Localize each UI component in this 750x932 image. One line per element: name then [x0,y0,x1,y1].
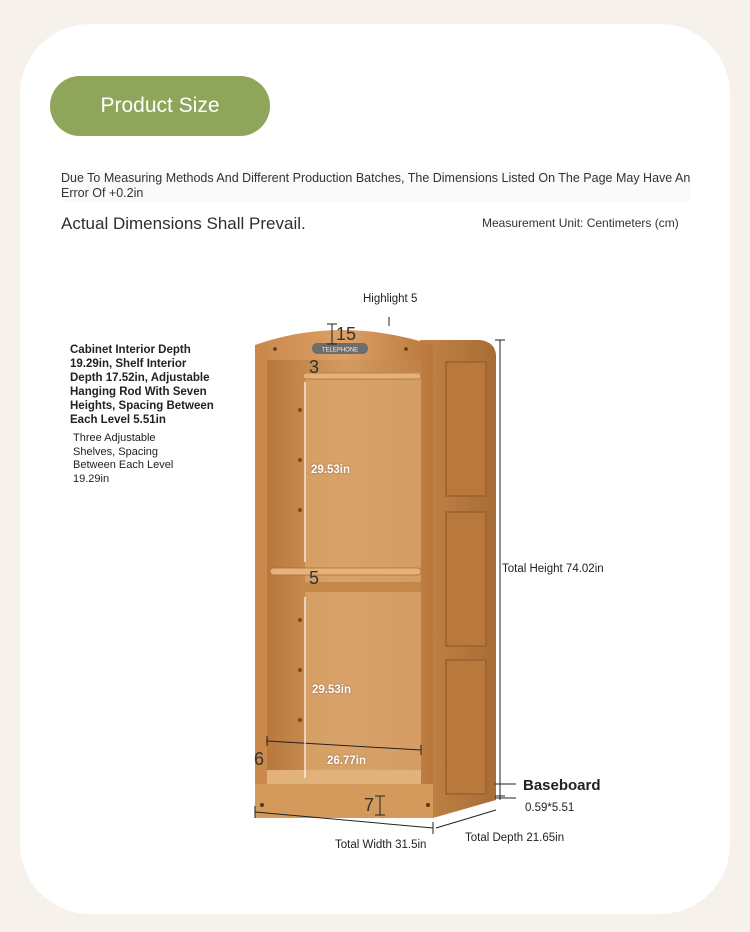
baseboard-title: Baseboard [523,777,601,794]
lower-compartment-height: 29.53in [312,684,351,696]
base-height-number: 7 [364,795,375,815]
total-width-label: Total Width 31.5in [335,839,427,851]
upper-compartment-height: 29.53in [311,464,350,476]
prevail-statement: Actual Dimensions Shall Prevail. [61,214,306,233]
top-thickness-number: 15 [336,324,357,344]
measurement-note: Due To Measuring Methods And Different Production Batches, The Dimensions Listed On The Page May Have An Error Of +0.2in [61,171,691,200]
total-depth-label: Total Depth 21.65in [465,832,565,844]
shelf-thickness-number: 5 [309,568,320,588]
shelf-description: Three Adjustable Shelves, Spacing Between Each Level 19.29in [73,432,174,485]
plaque-text: TELEPHONE [321,347,359,354]
highlight-label: Highlight 5 [363,293,418,305]
product-size-title: Product Size [100,94,220,117]
inner-width-label: 26.77in [327,755,366,767]
baseboard-size: 0.59*5.51 [525,802,575,814]
total-height-label: Total Height 74.02in [502,563,604,575]
measurement-unit: Measurement Unit: Centimeters (cm) [482,216,679,230]
cabinet-depth-description: Cabinet Interior Depth 19.29in, Shelf Interior Depth 17.52in, Adjustable Hanging Rod With Seven Heights, Spacing Between Each Level 5.51in [70,344,214,426]
side-thickness-number: 6 [254,749,265,769]
rod-offset-number: 3 [309,357,320,377]
